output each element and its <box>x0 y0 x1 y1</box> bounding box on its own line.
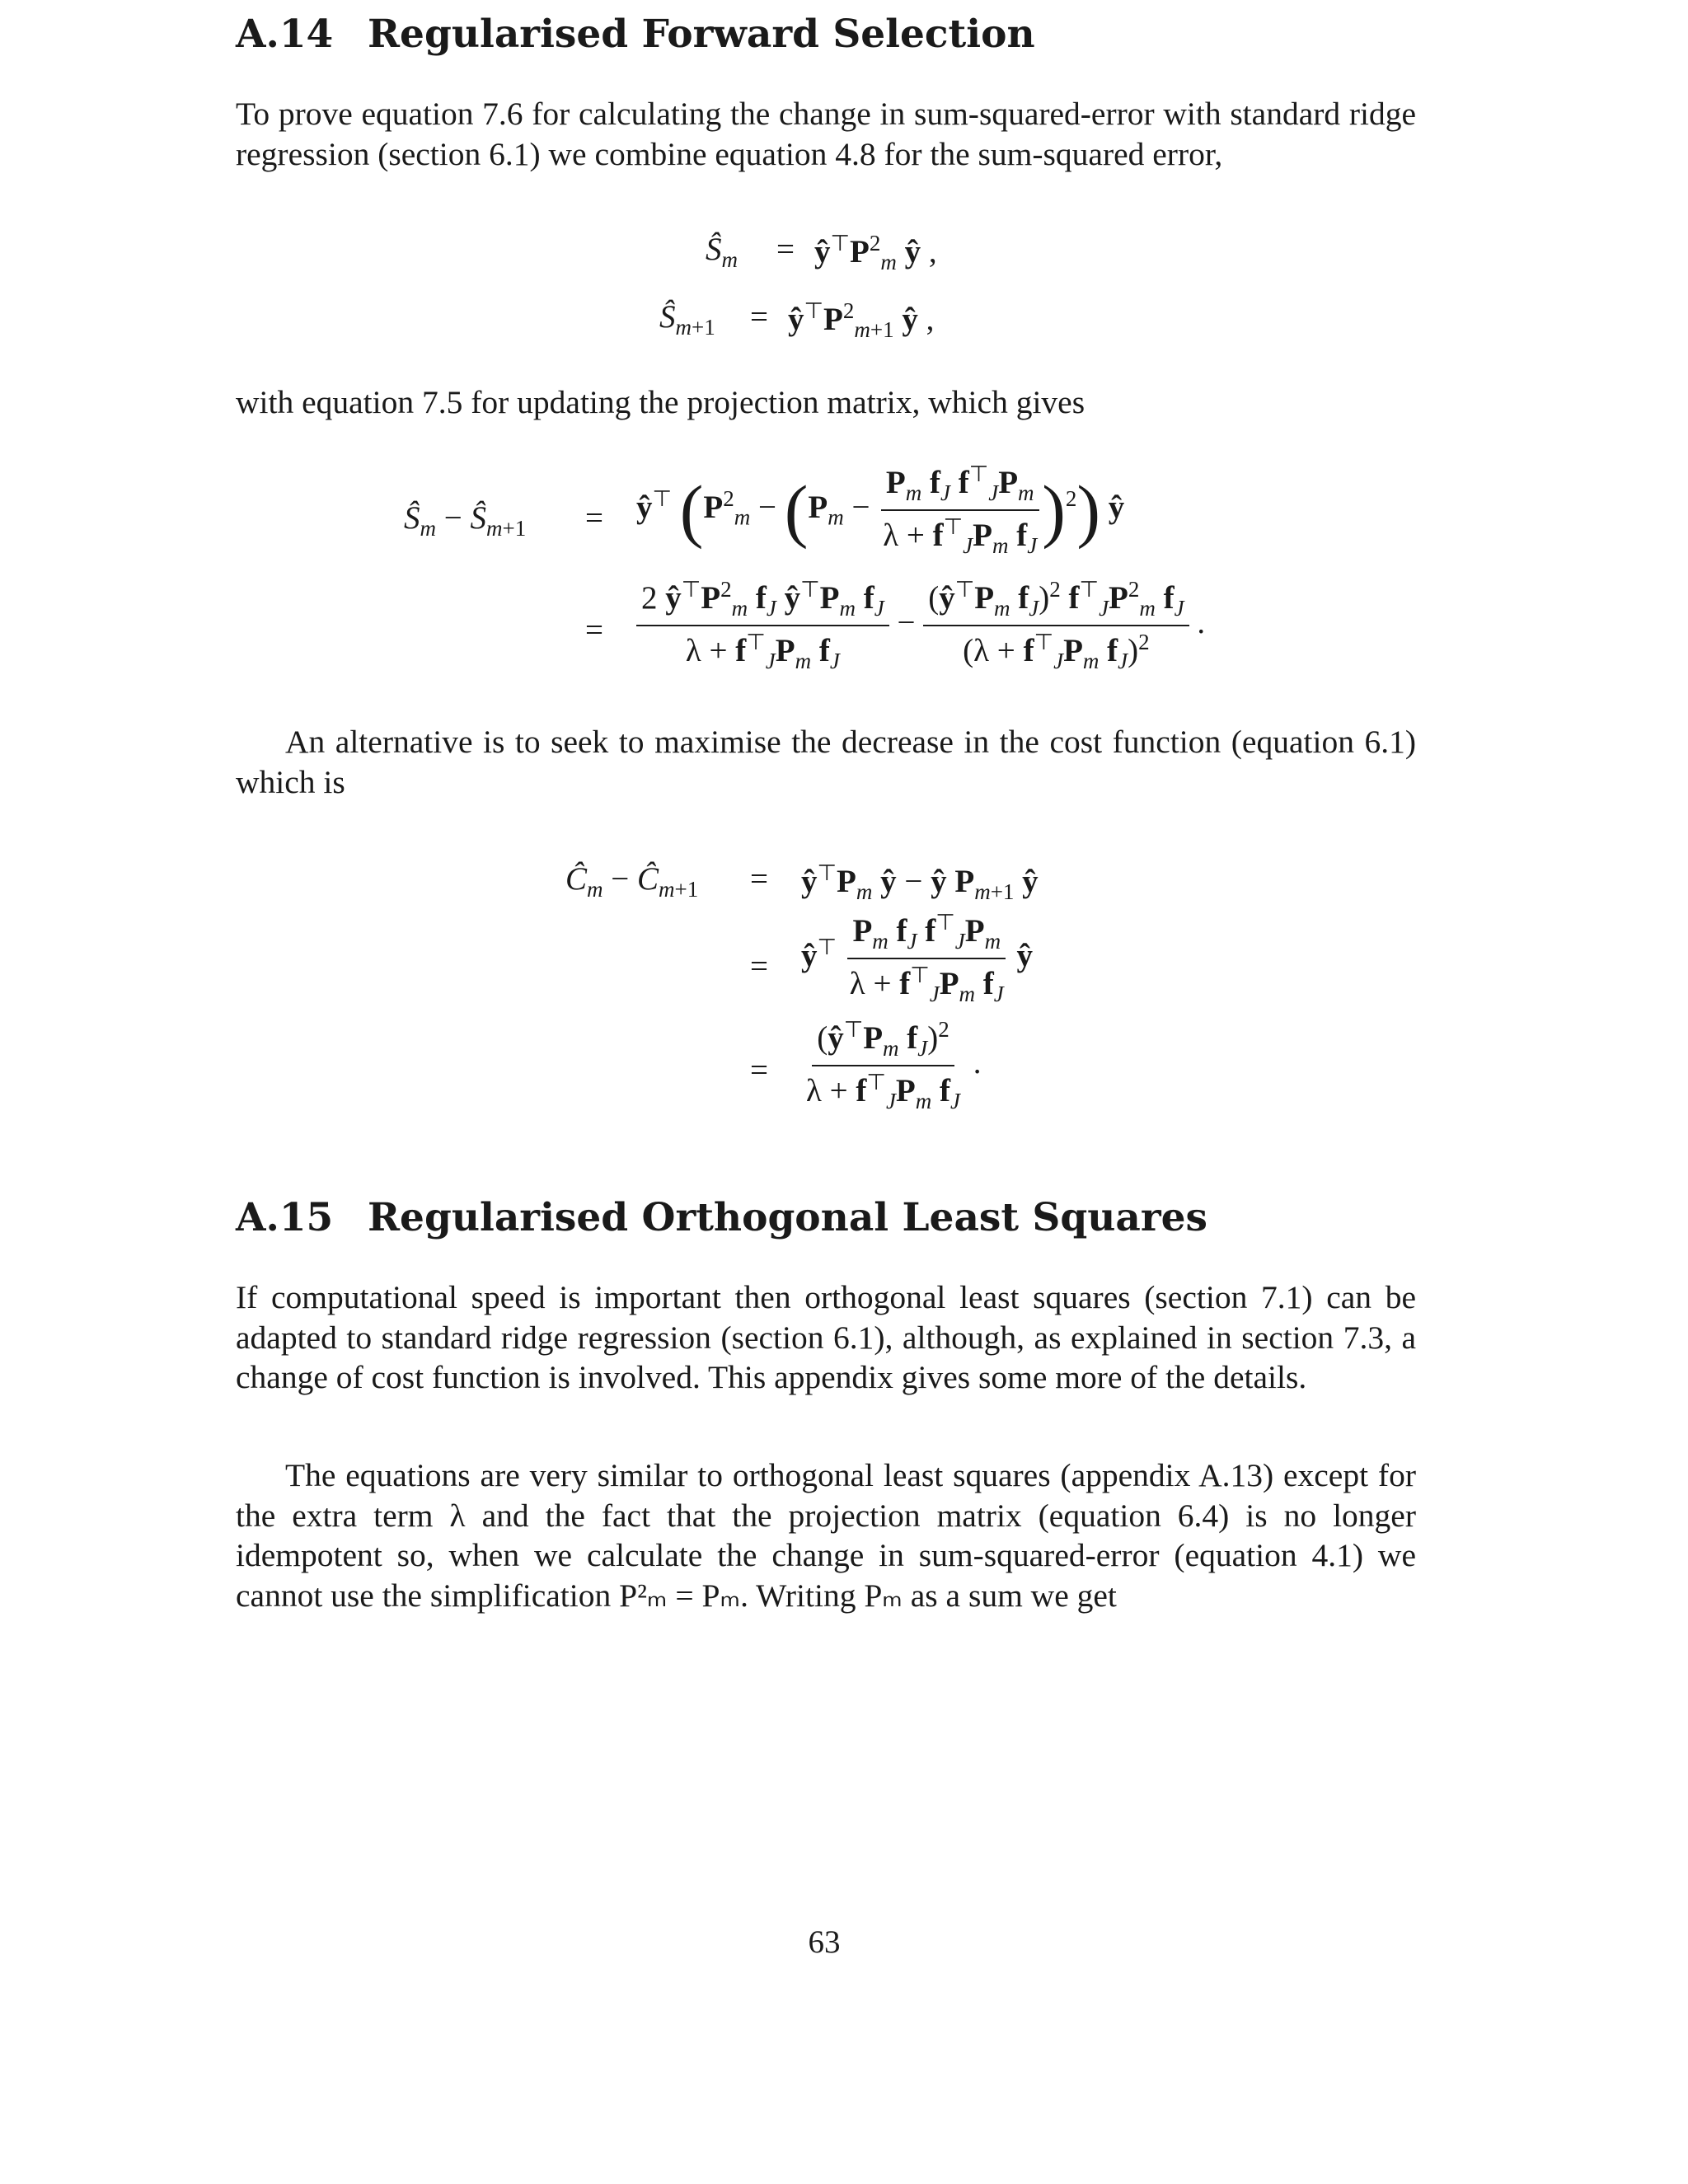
section-number: A.14 <box>236 12 334 57</box>
section-heading-a14 <box>236 12 1035 57</box>
equation-cost-decrease: $Ĉ_m$ − $Ĉ_{m+1}$ = $ŷ^⊤P_m$ ŷ − ŷ $P_{m+1}$ ŷ = ŷ⊤ $\frac{P_m f_J f^⊤_JP_m}{\lambda + f^⊤_JP_m f_J}$ ŷ = $\frac{(ŷ^⊤P_m f_J)^2}{\lambda + f^⊤_JP_m f_J}$ . <box>565 860 1039 1113</box>
section-title: Regularised Forward Selection <box>368 12 1035 57</box>
section-heading-a15 <box>236 1195 1207 1240</box>
section-title: Regularised Orthogonal Least Squares <box>368 1195 1207 1240</box>
equation-sse-difference: $Ŝ_m$ − $Ŝ_{m+1}$ = ŷ⊤ ($P^2_m - (P_m$ − $\frac{P_m f_J f^⊤_JP_m}{\lambda + f^⊤_JP_m f_J}$ )$^2$) ŷ = $\frac{2 ŷ^⊤P^2_m f_J ŷ^⊤P_m f_J}{\lambda + f^⊤_JP_m f_J}$ − $\frac{(ŷ^⊤P_m f_J)^2 f^⊤_JP^2_m f_J}{(\lambda + f^⊤_JP_m f_J)^2}$ . <box>404 462 1206 673</box>
paragraph-alternative: An alternative is to seek to maximise the decrease in the cost function (equation 6.1) which is <box>236 724 1416 800</box>
paragraph-intro: To prove equation 7.6 for calculating the change in sum-squared-error with standard ridge regression (section 6.1) we combine equation 4.8 for the sum-squared error, <box>236 96 1416 172</box>
paragraph-projection: with equation 7.5 for updating the projection matrix, which gives <box>236 384 1085 420</box>
paragraph-equations-similar: The equations are very similar to orthogonal least squares (appendix A.13) except for the extra term λ and the fact that the projection matrix (equation 6.4) is no longer idempotent so, when we calculate the change in sum-squared-error (equation 4.1) we cannot use the simplification P²ₘ = Pₘ. Writing Pₘ as a sum we get <box>236 1457 1416 1614</box>
paragraph-computational-speed: If computational speed is important then orthogonal least squares (section 7.1) can be adapted to standard ridge regression (section 6.1), although, as explained in section 7.3, a change of cost function is involved. This appendix gives some more of the details. <box>236 1279 1416 1395</box>
section-number: A.15 <box>236 1195 334 1240</box>
page-number: 63 <box>808 1924 841 1960</box>
